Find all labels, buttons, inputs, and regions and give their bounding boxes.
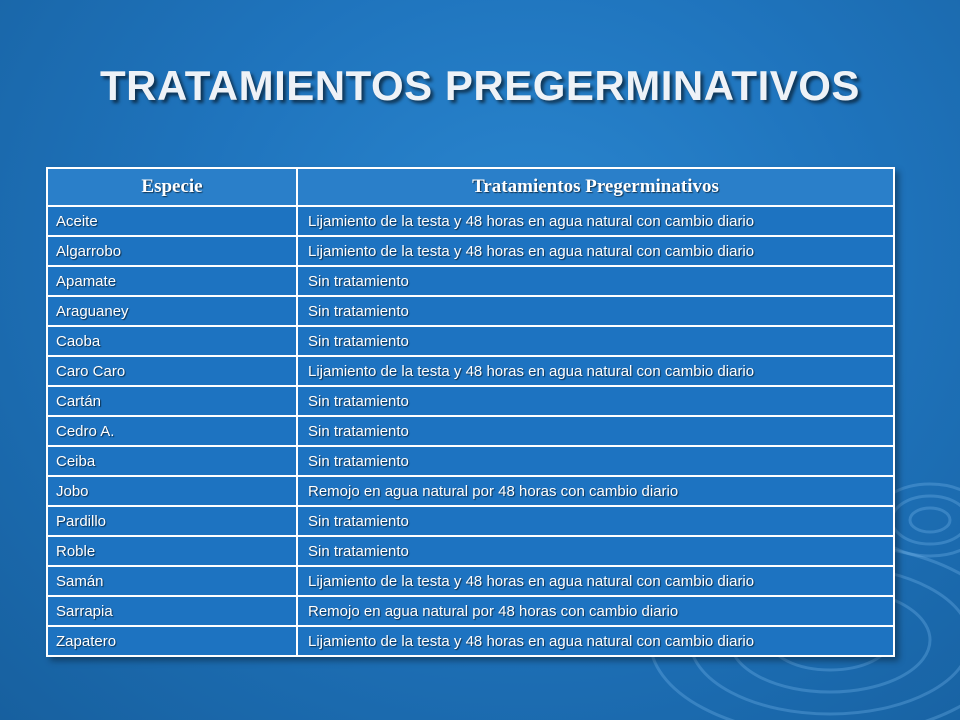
treatment-cell: Lijamiento de la testa y 48 horas en agua natural con cambio diario — [297, 566, 894, 596]
column-header-species: Especie — [47, 168, 297, 206]
species-cell: Jobo — [47, 476, 297, 506]
slide-title: TRATAMIENTOS PREGERMINATIVOS — [100, 62, 860, 109]
species-cell: Aceite — [47, 206, 297, 236]
treatment-cell: Lijamiento de la testa y 48 horas en agua natural con cambio diario — [297, 356, 894, 386]
table-row — [47, 386, 894, 416]
species-cell: Cedro A. — [47, 416, 297, 446]
table-row — [47, 446, 894, 476]
treatment-cell: Remojo en agua natural por 48 horas con cambio diario — [297, 596, 894, 626]
table-row — [47, 266, 894, 296]
species-cell: Caoba — [47, 326, 297, 356]
species-cell: Roble — [47, 536, 297, 566]
treatment-cell: Sin tratamiento — [297, 536, 894, 566]
species-cell: Apamate — [47, 266, 297, 296]
species-cell: Sarrapia — [47, 596, 297, 626]
treatment-cell: Lijamiento de la testa y 48 horas en agua natural con cambio diario — [297, 626, 894, 656]
table-header-row — [47, 168, 894, 206]
table-row — [47, 596, 894, 626]
treatment-cell: Sin tratamiento — [297, 416, 894, 446]
species-cell: Pardillo — [47, 506, 297, 536]
treatment-cell: Sin tratamiento — [297, 446, 894, 476]
column-header-treatments: Tratamientos Pregerminativos — [297, 168, 894, 206]
treatments-table — [46, 167, 895, 657]
table-row — [47, 296, 894, 326]
table-row — [47, 626, 894, 656]
table-body — [47, 206, 894, 656]
treatment-cell: Sin tratamiento — [297, 326, 894, 356]
table-row — [47, 566, 894, 596]
species-cell: Caro Caro — [47, 356, 297, 386]
table-row — [47, 536, 894, 566]
table-row — [47, 506, 894, 536]
table-row — [47, 236, 894, 266]
species-cell: Cartán — [47, 386, 297, 416]
species-cell: Ceiba — [47, 446, 297, 476]
table-row — [47, 356, 894, 386]
treatment-cell: Sin tratamiento — [297, 296, 894, 326]
treatment-cell: Lijamiento de la testa y 48 horas en agua natural con cambio diario — [297, 236, 894, 266]
table-row — [47, 476, 894, 506]
table-row — [47, 326, 894, 356]
species-cell: Samán — [47, 566, 297, 596]
species-cell: Zapatero — [47, 626, 297, 656]
treatment-cell: Remojo en agua natural por 48 horas con cambio diario — [297, 476, 894, 506]
species-cell: Araguaney — [47, 296, 297, 326]
table-row — [47, 416, 894, 446]
treatment-cell: Sin tratamiento — [297, 266, 894, 296]
treatment-cell: Sin tratamiento — [297, 386, 894, 416]
species-cell: Algarrobo — [47, 236, 297, 266]
table-row — [47, 206, 894, 236]
treatment-cell: Sin tratamiento — [297, 506, 894, 536]
treatment-cell: Lijamiento de la testa y 48 horas en agua natural con cambio diario — [297, 206, 894, 236]
